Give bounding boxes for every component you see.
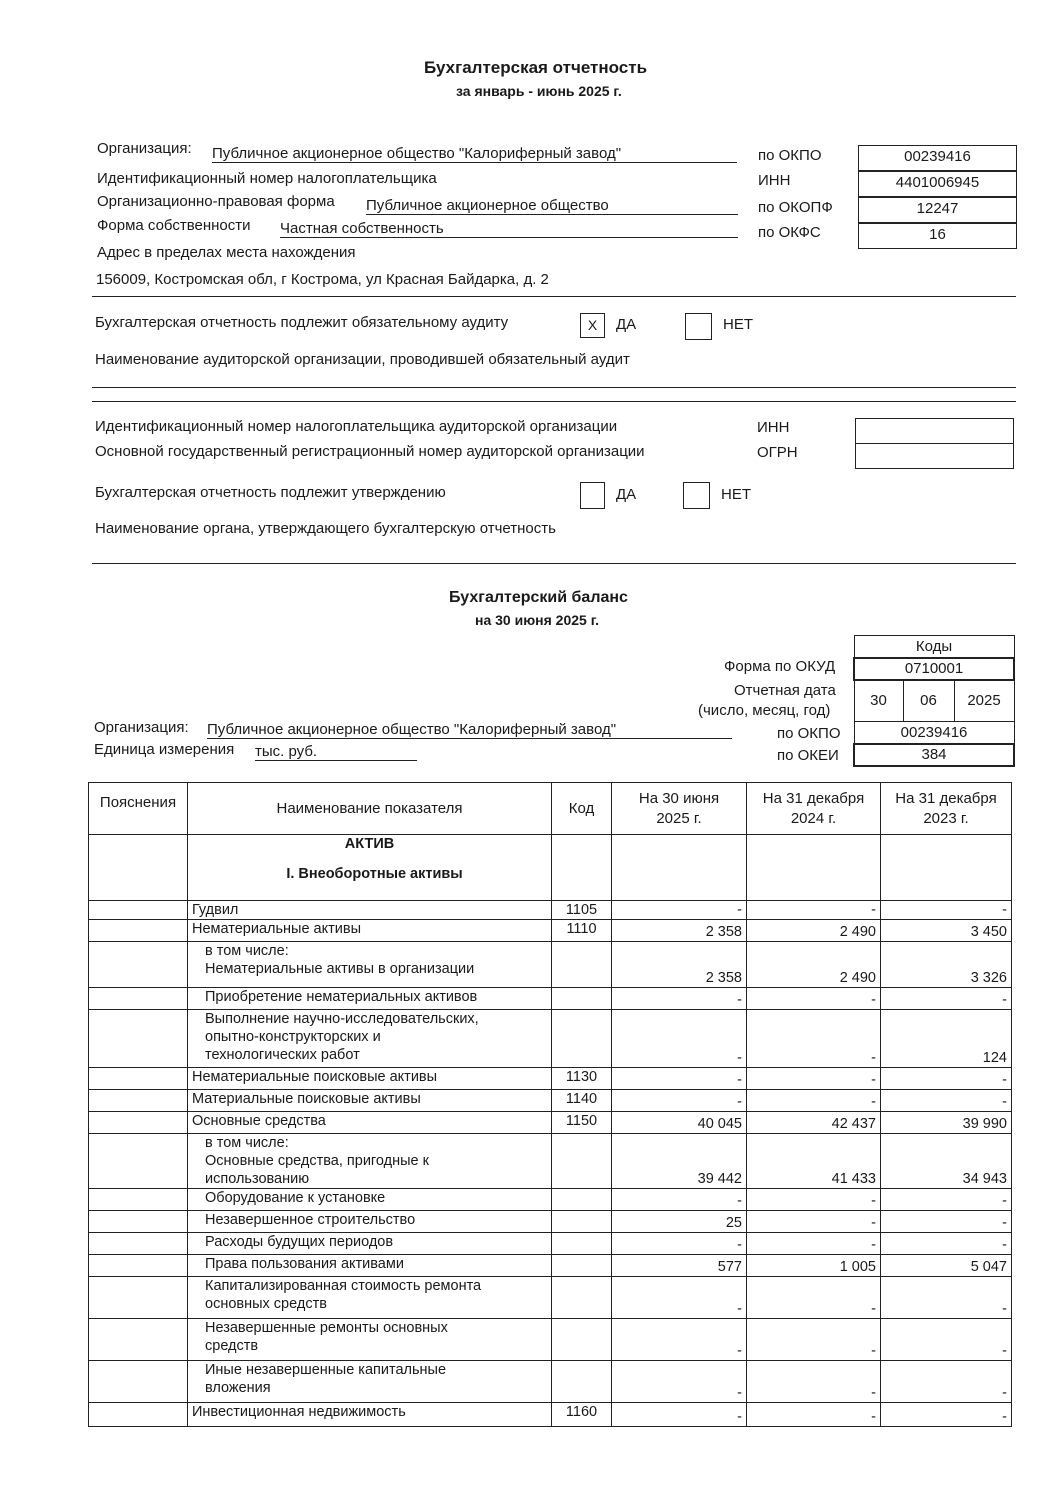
addr-value: 156009, Костромская обл, г Кострома, ул Красная Байдарка, д. 2: [96, 271, 549, 288]
okei-label: по ОКЕИ: [777, 747, 839, 764]
row-code: [552, 1134, 612, 1189]
table-row: [89, 1403, 1012, 1427]
row-notes: [89, 1255, 188, 1277]
row-value-2025: -: [612, 1068, 747, 1090]
table-row: [89, 901, 1012, 920]
row-code: 1140: [552, 1090, 612, 1112]
row-code: [552, 1277, 612, 1319]
row-value-2024: -: [747, 1319, 881, 1361]
row-value-2023: 34 943: [881, 1134, 1012, 1189]
row-name: Гудвил: [188, 901, 552, 920]
row-value-2025: 577: [612, 1255, 747, 1277]
table-row: [89, 988, 1012, 1010]
row-value-2023: -: [881, 1319, 1012, 1361]
row-notes: [89, 1233, 188, 1255]
balance-org-value: Публичное акционерное общество "Калориферный завод": [207, 721, 732, 739]
row-value-2024: -: [747, 988, 881, 1010]
audit-yes-checkbox[interactable]: X: [580, 313, 605, 338]
codes-header: Коды: [854, 636, 1014, 658]
row-value-2025: -: [612, 988, 747, 1010]
row-name: в том числе: Основные средства, пригодные к использованию: [188, 1134, 552, 1189]
auditor-separator: [92, 401, 1016, 402]
table-row: [89, 1319, 1012, 1361]
row-code: [552, 1211, 612, 1233]
okopf-code-label: по ОКОПФ: [758, 199, 833, 216]
row-name: Незавершенное строительство: [188, 1211, 552, 1233]
row-notes: [89, 1403, 188, 1427]
row-notes: [89, 1319, 188, 1361]
row-notes: [89, 1090, 188, 1112]
row-value-2025: 2 358: [612, 920, 747, 942]
approval-yes-label: ДА: [616, 486, 637, 503]
row-code: 1130: [552, 1068, 612, 1090]
row-notes: [89, 1361, 188, 1403]
row-value-2023: -: [881, 1211, 1012, 1233]
row-name: Нематериальные поисковые активы: [188, 1068, 552, 1090]
auditor-ogrn-code-label: ОГРН: [757, 444, 798, 461]
row-name: Основные средства: [188, 1112, 552, 1134]
row-code: 1110: [552, 920, 612, 942]
okpo-code-box: 00239416: [858, 145, 1017, 171]
row-value-2025: -: [612, 1403, 747, 1427]
org-name: Публичное акционерное общество "Калориферный завод": [212, 145, 737, 163]
row-notes: [89, 1277, 188, 1319]
col-code-header: Код: [552, 783, 612, 835]
opf-label: Организационно-правовая форма: [97, 193, 335, 210]
row-code: [552, 1233, 612, 1255]
okpo-label-2: по ОКПО: [777, 725, 841, 742]
row-name: Расходы будущих периодов: [188, 1233, 552, 1255]
approval-no-label: НЕТ: [721, 486, 751, 503]
row-name: Выполнение научно-исследовательских, опытно-конструкторских и технологических работ: [188, 1010, 552, 1068]
okfs-code-box: 16: [858, 223, 1017, 249]
row-name: Инвестиционная недвижимость: [188, 1403, 552, 1427]
row-value-2024: -: [747, 1361, 881, 1403]
col-name-header: Наименование показателя: [188, 783, 552, 835]
row-value-2024: 1 005: [747, 1255, 881, 1277]
row-value-2025: -: [612, 1361, 747, 1403]
col-2025-header: На 30 июня 2025 г.: [612, 783, 747, 835]
row-value-2024: 2 490: [747, 920, 881, 942]
okfs-code-label: по ОКФС: [758, 224, 821, 241]
row-notes: [89, 1068, 188, 1090]
row-code: [552, 1319, 612, 1361]
row-value-2025: -: [612, 1090, 747, 1112]
addr-underline: [92, 296, 1016, 297]
row-notes: [89, 1134, 188, 1189]
row-value-2023: -: [881, 988, 1012, 1010]
row-notes: [89, 1112, 188, 1134]
row-value-2025: -: [612, 1319, 747, 1361]
row-value-2023: -: [881, 1189, 1012, 1211]
approval-yes-checkbox[interactable]: [580, 482, 605, 509]
row-code: 1160: [552, 1403, 612, 1427]
auditor-name-label: Наименование аудиторской организации, проводившей обязательный аудит: [95, 351, 630, 368]
approval-body-line: [92, 563, 1016, 564]
opf-value: Публичное акционерное общество: [366, 197, 738, 215]
audit-no-label: НЕТ: [723, 316, 753, 333]
row-value-2025: 40 045: [612, 1112, 747, 1134]
col-2023-header: На 31 декабря 2023 г.: [881, 783, 1012, 835]
row-name: Оборудование к установке: [188, 1189, 552, 1211]
table-row: [89, 1010, 1012, 1068]
section-assets: АКТИВ: [344, 836, 395, 852]
row-name: Материальные поисковые активы: [188, 1090, 552, 1112]
unit-label: Единица измерения: [94, 741, 235, 758]
table-row: [89, 1255, 1012, 1277]
table-row: [89, 1277, 1012, 1319]
table-row: [89, 1090, 1012, 1112]
row-code: [552, 942, 612, 988]
row-value-2024: -: [747, 1010, 881, 1068]
approval-label: Бухгалтерская отчетность подлежит утверждению: [95, 484, 446, 501]
audit-no-checkbox[interactable]: [685, 313, 712, 340]
row-value-2023: -: [881, 1233, 1012, 1255]
row-value-2024: -: [747, 1211, 881, 1233]
table-row: [89, 1361, 1012, 1403]
row-code: [552, 1189, 612, 1211]
row-value-2023: 39 990: [881, 1112, 1012, 1134]
row-value-2023: 124: [881, 1010, 1012, 1068]
row-notes: [89, 1189, 188, 1211]
okud-value: 0710001: [854, 658, 1014, 680]
row-value-2025: -: [612, 1010, 747, 1068]
table-row: [89, 1211, 1012, 1233]
table-row: [89, 920, 1012, 942]
row-name: Нематериальные активы: [188, 920, 552, 942]
row-value-2023: -: [881, 1090, 1012, 1112]
table-row: [89, 1189, 1012, 1211]
row-value-2024: -: [747, 1090, 881, 1112]
balance-date: на 30 июня 2025 г.: [475, 612, 600, 628]
row-code: [552, 1255, 612, 1277]
row-value-2025: -: [612, 1189, 747, 1211]
fs-label: Форма собственности: [97, 217, 251, 234]
section-noncurrent: I. Внеоборотные активы: [286, 866, 463, 882]
row-name: Иные незавершенные капитальные вложения: [188, 1361, 552, 1403]
table-row: [89, 1068, 1012, 1090]
report-date-label-1: Отчетная дата: [734, 682, 836, 699]
auditor-name-line: [92, 387, 1016, 388]
row-notes: [89, 942, 188, 988]
okpo-code-label: по ОКПО: [758, 147, 822, 164]
row-value-2024: 2 490: [747, 942, 881, 988]
row-value-2024: -: [747, 1068, 881, 1090]
row-notes: [89, 901, 188, 920]
table-row: [89, 1134, 1012, 1189]
report-day: 30: [854, 680, 903, 722]
row-value-2025: -: [612, 1277, 747, 1319]
row-name: Незавершенные ремонты основных средств: [188, 1319, 552, 1361]
audit-required-label: Бухгалтерская отчетность подлежит обязательному аудиту: [95, 314, 509, 331]
row-value-2025: 2 358: [612, 942, 747, 988]
okud-label: Форма по ОКУД: [724, 658, 836, 675]
row-code: [552, 1010, 612, 1068]
balance-table: [88, 782, 1012, 1427]
row-value-2023: 3 450: [881, 920, 1012, 942]
auditor-ogrn-box[interactable]: [855, 443, 1014, 469]
fs-value: Частная собственность: [280, 220, 738, 238]
inn-label: Идентификационный номер налогоплательщика: [97, 170, 437, 187]
unit-value: тыс. руб.: [255, 743, 417, 761]
row-value-2023: -: [881, 1361, 1012, 1403]
row-value-2023: -: [881, 901, 1012, 920]
report-period: за январь - июнь 2025 г.: [456, 83, 622, 99]
row-value-2024: -: [747, 901, 881, 920]
report-year: 2025: [954, 680, 1014, 722]
row-code: [552, 988, 612, 1010]
org-label: Организация:: [97, 140, 192, 157]
row-value-2024: -: [747, 1189, 881, 1211]
row-code: 1105: [552, 901, 612, 920]
auditor-inn-code-label: ИНН: [757, 419, 790, 436]
report-date-label-2: (число, месяц, год): [698, 702, 831, 719]
col-2024-header: На 31 декабря 2024 г.: [747, 783, 881, 835]
row-value-2025: 39 442: [612, 1134, 747, 1189]
row-code: 1150: [552, 1112, 612, 1134]
col-notes-header: Пояснения: [89, 783, 188, 835]
auditor-inn-label: Идентификационный номер налогоплательщика аудиторской организации: [95, 418, 618, 435]
row-notes: [89, 1211, 188, 1233]
approval-no-checkbox[interactable]: [683, 482, 710, 509]
codes-table: [853, 635, 1015, 767]
row-value-2023: 5 047: [881, 1255, 1012, 1277]
okpo-value-2: 00239416: [854, 722, 1014, 744]
row-name: в том числе: Нематериальные активы в организации: [188, 942, 552, 988]
balance-org-label: Организация:: [94, 719, 189, 736]
row-name: Права пользования активами: [188, 1255, 552, 1277]
report-month: 06: [903, 680, 954, 722]
row-value-2024: -: [747, 1233, 881, 1255]
row-value-2023: -: [881, 1277, 1012, 1319]
table-row: [89, 1233, 1012, 1255]
approval-body-label: Наименование органа, утверждающего бухгалтерскую отчетность: [95, 520, 556, 537]
table-row: [89, 942, 1012, 988]
balance-title: Бухгалтерский баланс: [449, 589, 628, 606]
auditor-inn-box[interactable]: [855, 418, 1014, 444]
okei-value: 384: [854, 744, 1014, 766]
row-name: Капитализированная стоимость ремонта основных средств: [188, 1277, 552, 1319]
row-notes: [89, 988, 188, 1010]
row-notes: [89, 1010, 188, 1068]
row-value-2023: -: [881, 1403, 1012, 1427]
table-header-row: [89, 783, 1012, 835]
row-value-2025: -: [612, 1233, 747, 1255]
section-header-row: [89, 835, 1012, 901]
inn-code-label: ИНН: [758, 172, 791, 189]
row-value-2025: -: [612, 901, 747, 920]
row-code: [552, 1361, 612, 1403]
inn-code-box: 4401006945: [858, 171, 1017, 197]
row-value-2023: 3 326: [881, 942, 1012, 988]
row-value-2023: -: [881, 1068, 1012, 1090]
row-value-2024: -: [747, 1403, 881, 1427]
addr-label: Адрес в пределах места нахождения: [97, 244, 356, 261]
row-name: Приобретение нематериальных активов: [188, 988, 552, 1010]
row-notes: [89, 920, 188, 942]
report-title: Бухгалтерская отчетность: [424, 58, 648, 77]
audit-yes-label: ДА: [616, 316, 637, 333]
auditor-ogrn-label: Основной государственный регистрационный номер аудиторской организации: [95, 443, 645, 460]
row-value-2024: 41 433: [747, 1134, 881, 1189]
okopf-code-box: 12247: [858, 197, 1017, 223]
row-value-2024: 42 437: [747, 1112, 881, 1134]
row-value-2024: -: [747, 1277, 881, 1319]
row-value-2025: 25: [612, 1211, 747, 1233]
table-row: [89, 1112, 1012, 1134]
